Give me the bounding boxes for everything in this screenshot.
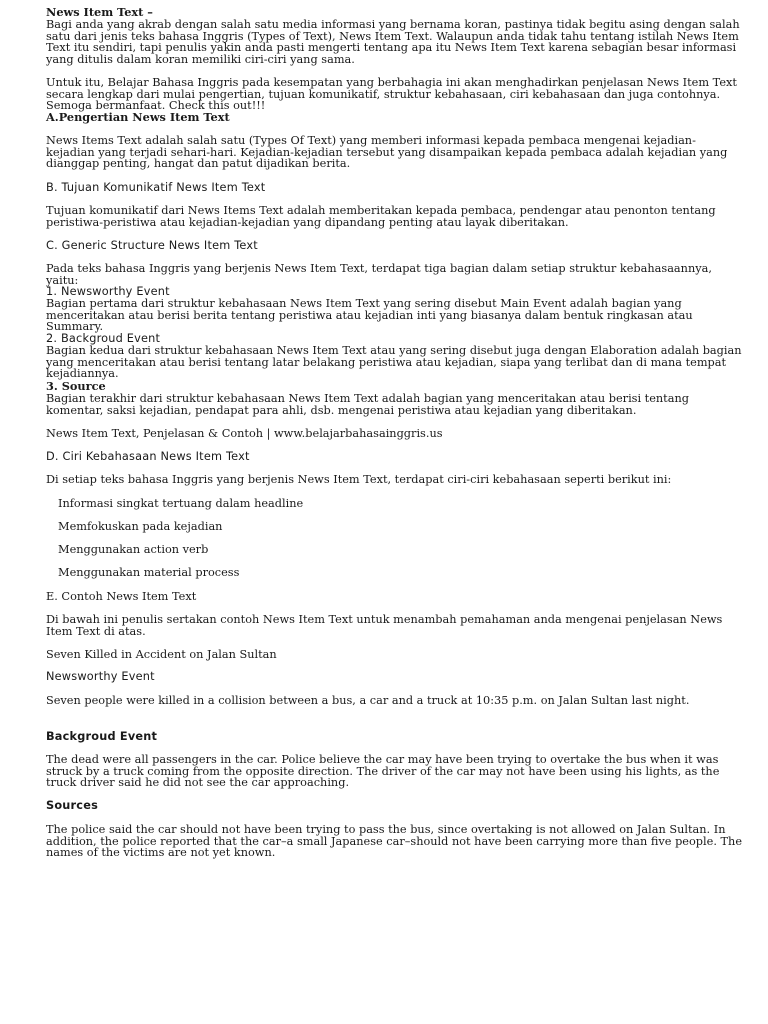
example-background-heading: Backgroud Event [46, 730, 158, 743]
structure-1-heading: 1. Newsworthy Event [46, 285, 170, 298]
feature-item: Menggunakan material process [58, 566, 240, 579]
example-sources-heading: Sources [46, 799, 98, 812]
section-a-body: News Items Text adalah salah satu (Types Of Text) yang memberi informasi kepada pembaca mengenai kejadian-kejadian yang terjadi sehari-hari. Kejadian-kejadian tersebut yang disampaikan kepada pembaca adalah kejadian yang dianggap penting, hangat dan patut dijadikan berita. [46, 134, 728, 171]
example-newsworthy-body: Seven people were killed in a collision between a bus, a car and a truck at 10:35 p.m. on Jalan Sultan last night. [46, 694, 690, 707]
example-title: Seven Killed in Accident on Jalan Sultan [46, 648, 277, 661]
example-background-body: The dead were all passengers in the car. Police believe the car may have been trying to overtake the bus when it was struck by a truck coming from the opposite direction. The driver of the car may not have been using his lights, as the truck driver said he did not see the car approaching. [46, 753, 720, 790]
section-b-heading: B. Tujuan Komunikatif News Item Text [46, 181, 266, 194]
structure-2-heading: 2. Backgroud Event [46, 332, 161, 345]
source-reference: News Item Text, Penjelasan & Contoh | www.belajarbahasainggris.us [46, 427, 443, 440]
structure-2-body: Bagian kedua dari struktur kebahasaan News Item Text atau yang sering disebut juga dengan Elaboration adalah bagian yang menceritakan atau berisi tentang latar belakang peristiwa atau kejadian, siapa yang terlibat dan di mana tempat kejadiannya. [46, 344, 742, 381]
structure-1-body: Bagian pertama dari struktur kebahasaan News Item Text yang sering disebut Main Event adalah bagian yang menceritakan atau berisi berita tentang peristiwa atau kejadian inti yang biasanya dalam bentuk ringkasan atau Summary. [46, 297, 693, 334]
structure-3-body: Bagian terakhir dari struktur kebahasaan News Item Text adalah bagian yang menceritakan atau berisi tentang komentar, saksi kejadian, pendapat para ahli, dsb. mengenai peristiwa atau kejadian yang diberitakan. [46, 392, 689, 417]
section-c-heading: C. Generic Structure News Item Text [46, 239, 258, 252]
structure-3-heading: 3. Source [46, 379, 106, 393]
section-a-heading: A.Pengertian News Item Text [46, 110, 230, 124]
section-e-body: Di bawah ini penulis sertakan contoh News Item Text untuk menambah pemahaman anda mengenai penjelasan News Item Text di atas. [46, 613, 723, 638]
feature-item: Informasi singkat tertuang dalam headline [58, 497, 304, 510]
section-d-heading: D. Ciri Kebahasaan News Item Text [46, 450, 250, 463]
feature-item: Menggunakan action verb [58, 543, 209, 556]
example-sources-body: The police said the car should not have been trying to pass the bus, since overtaking is not allowed on Jalan Sultan. In addition, the police reported that the car–a small Japanese car–should not have been carrying more than five people. The names of the victims are not yet known. [46, 823, 743, 860]
intro-paragraph-2: Untuk itu, Belajar Bahasa Inggris pada kesempatan yang berbahagia ini akan menghadirkan penjelasan News Item Text secara lengkap dari mulai pengertian, tujuan komunikatif, struktur kebahasaan, ciri kebahasaan dan juga contohnya. Semoga bermanfaat. Check this out!!! [46, 76, 737, 113]
intro-paragraph-1: Bagi anda yang akrab dengan salah satu media informasi yang bernama koran, pastinya tidak begitu asing dengan salah satu dari jenis teks bahasa Inggris (Types of Text), News Item Text. Walaupun anda tidak tahu tentang istilah News Item Text itu sendiri, tapi penulis yakin anda pasti mengerti tentang apa itu News Item Text karena sebagian besar informasi yang ditulis dalam koran memiliki ciri-ciri yang sama. [46, 18, 740, 66]
feature-item: Memfokuskan pada kejadian [58, 520, 223, 533]
section-b-body: Tujuan komunikatif dari News Items Text adalah memberitakan kepada pembaca, pendengar atau penonton tentang peristiwa-peristiwa atau kejadian-kejadian yang dipandang penting atau layak diberitakan. [46, 204, 716, 229]
document-title: News Item Text – [46, 5, 153, 19]
example-newsworthy-heading: Newsworthy Event [46, 670, 155, 683]
section-e-heading: E. Contoh News Item Text [46, 590, 197, 603]
section-d-body: Di setiap teks bahasa Inggris yang berjenis News Item Text, terdapat ciri-ciri kebahasaan seperti berikut ini: [46, 473, 672, 486]
section-c-body: Pada teks bahasa Inggris yang berjenis News Item Text, terdapat tiga bagian dalam setiap struktur kebahasaannya, yaitu: [46, 262, 712, 287]
